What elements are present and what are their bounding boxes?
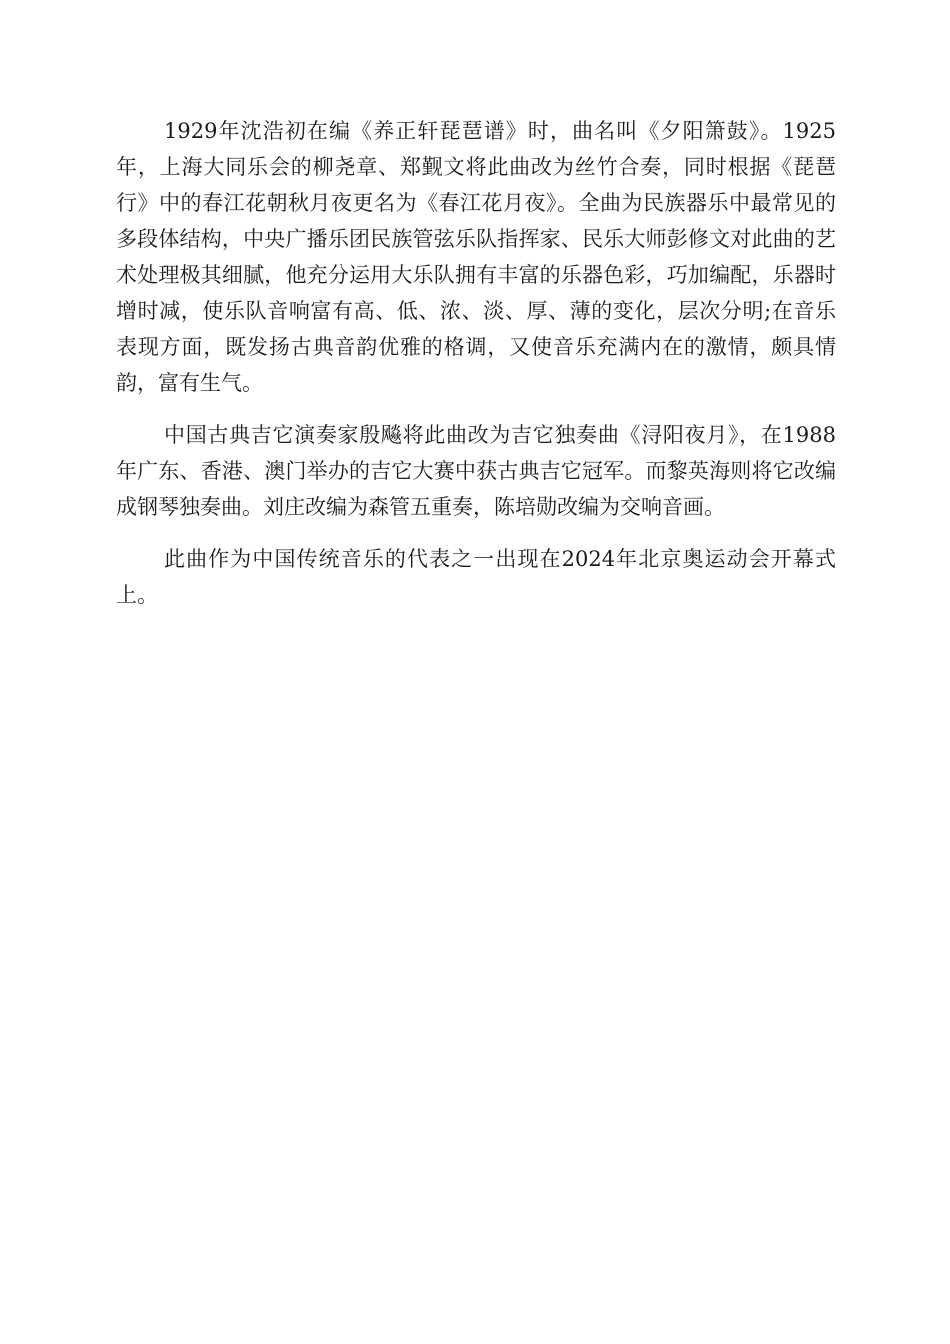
paragraph-adaptations: 中国古典吉它演奏家殷飚将此曲改为吉它独奏曲《浔阳夜月》，在1988年广东、香港、澳门举办的吉它大赛中获古典吉它冠军。而黎英海则将它改编成钢琴独奏曲。刘庄改编为森管五重奏，陈培勋改编为交响音画。 [116,423,836,519]
paragraph-olympics: 此曲作为中国传统音乐的代表之一出现在2024年北京奥运动会开幕式上。 [116,547,836,607]
paragraph-history: 1929年沈浩初在编《养正轩琵琶谱》时，曲名叫《夕阳箫鼓》。1925年，上海大同乐会的柳尧章、郑觐文将此曲改为丝竹合奏，同时根据《琵琶行》中的春江花朝秋月夜更名为《春江花月夜》。全曲为民族器乐中最常见的多段体结构，中央广播乐团民族管弦乐队指挥家、民乐大师彭修文对此曲的艺术处理极其细腻，他充分运用大乐队拥有丰富的乐器色彩，巧加编配，乐器时增时减，使乐队音响富有高、低、浓、淡、厚、薄的变化，层次分明;在音乐表现方面，既发扬古典音韵优雅的格调，又使音乐充满内在的激情，颇具情韵，富有生气。 [116,119,836,395]
document-body [116,113,836,629]
